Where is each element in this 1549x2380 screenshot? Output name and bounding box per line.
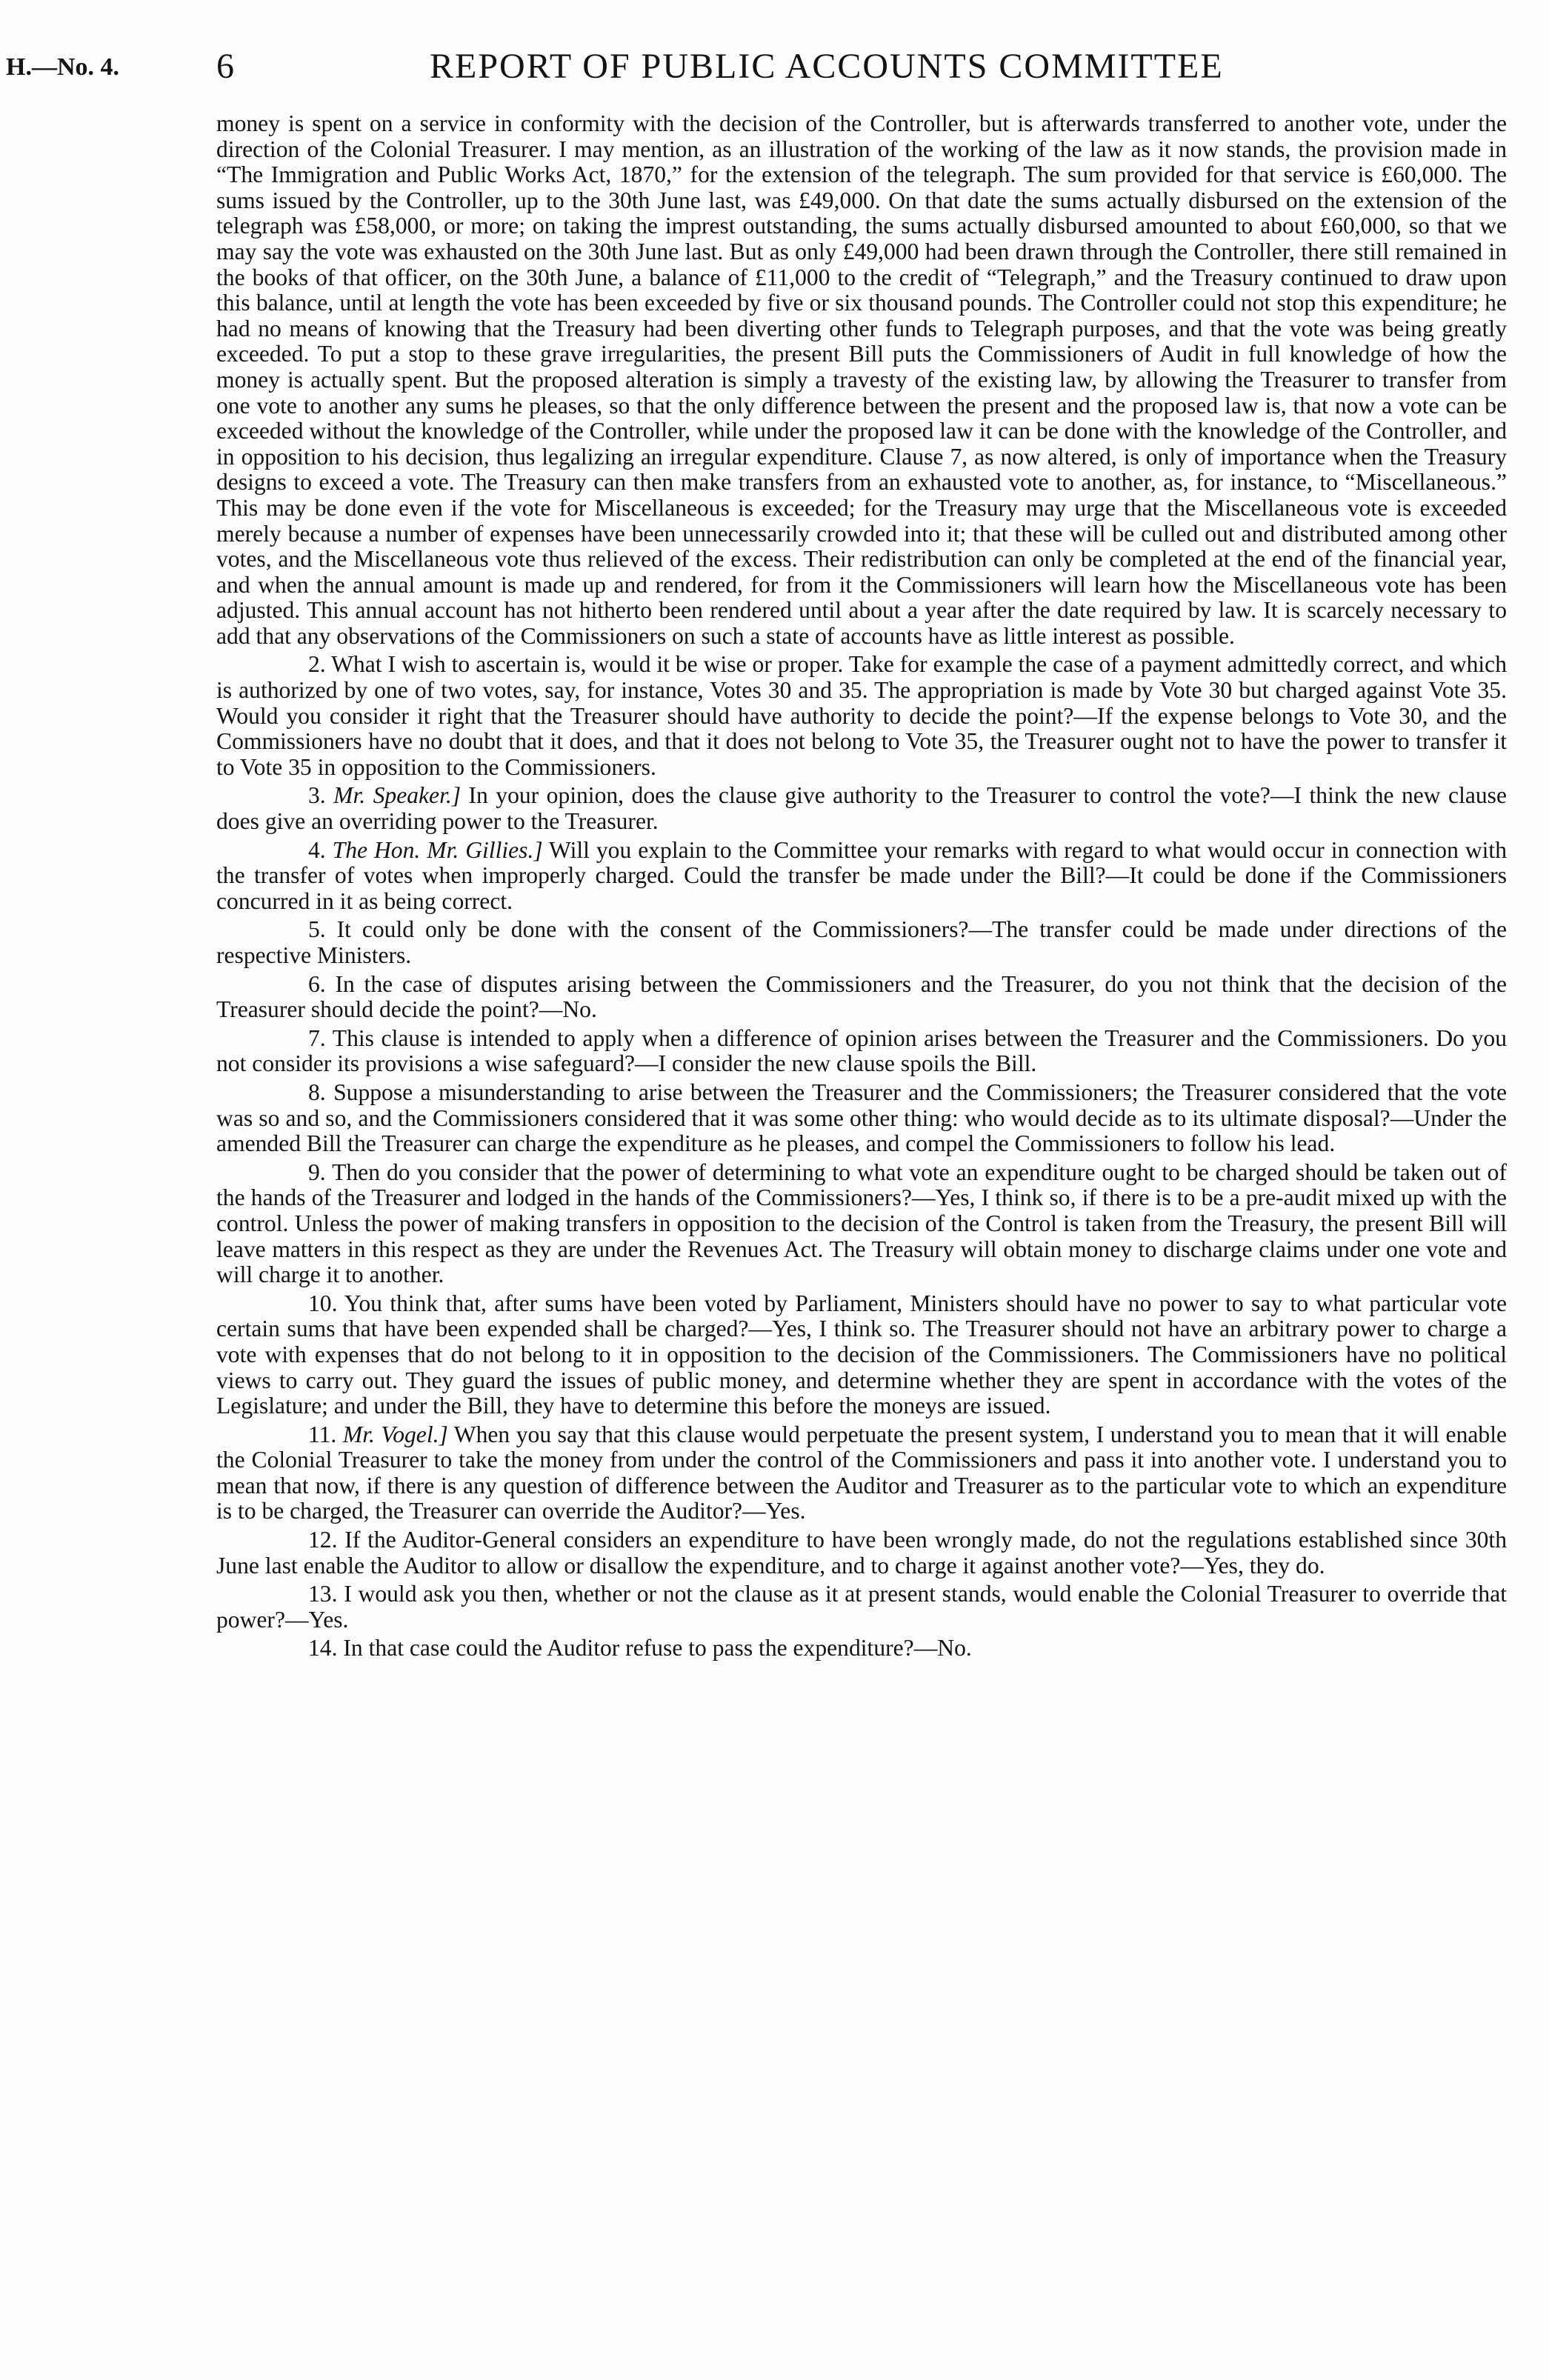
question-text: Will you explain to the Committee your remarks with regard to what would occur in connection with the transfer of votes when improperly charged. Could the transfer be made under the Bill?—It could be done if the Commissioners concurred in it as being correct. xyxy=(216,836,1508,914)
question-text: This clause is intended to apply when a difference of opinion arises between the Treasurer and the Commissioners. Do you not consider its provisions a wise safeguard?—I consider the new clause spoils the Bill. xyxy=(216,1024,1507,1077)
speaker-name: Mr. Vogel.] xyxy=(342,1421,448,1447)
question-number: 4. xyxy=(308,836,326,863)
page-title: REPORT OF PUBLIC ACCOUNTS COMMITTEE xyxy=(430,47,1224,86)
question-text: Then do you consider that the power of determining to what vote an expenditure ought to be charged should be taken out of the hands of the Treasurer and lodged in the hands of the Commissioners?—Yes, I think so, if there is to be a pre-audit mixed up with the control. Unless the power of making transfers in opposition to the decision of the Control is taken from the Treasury, the present Bill will leave matters in this respect as they are under the Revenues Act. The Treasury will obtain money to discharge claims under one vote and will charge it to another. xyxy=(216,1159,1507,1288)
question-number: 6. xyxy=(308,970,326,997)
question-text: It could only be done with the consent of the Commissioners?—The transfer could be made under directions of the respective Ministers. xyxy=(216,916,1507,968)
question-number: 9. xyxy=(308,1159,326,1185)
question-paragraph xyxy=(216,917,1507,968)
question-text: I would ask you then, whether or not the clause as it at present stands, would enable the Colonial Treasurer to override that power?—Yes. xyxy=(216,1581,1507,1633)
question-number: 2. xyxy=(308,651,326,678)
paper-reference: H.—No. 4. xyxy=(6,53,119,81)
question-paragraph xyxy=(216,1291,1507,1419)
question-paragraph xyxy=(216,1080,1507,1157)
question-paragraph xyxy=(216,1636,1507,1661)
question-paragraph xyxy=(216,1422,1507,1524)
question-number: 8. xyxy=(308,1079,326,1105)
question-number: 13. xyxy=(308,1581,338,1607)
question-text: When you say that this clause would perpetuate the present system, I understand you to mean that it will enable the Colonial Treasurer to take the money from under the control of the Commissioners and pass it into another vote. I understand you to mean that now, if there is any question of difference between the Auditor and Treasurer as to the particular vote to which an expenditure is to be charged, the Treasurer can override the Auditor?—Yes. xyxy=(216,1421,1507,1524)
intro-paragraph: money is spent on a service in conformity with the decision of the Controller, but is afterwards transferred to another vote, under the direction of the Colonial Treasurer. I may mention, as an illustration of the working of the law as it now stands, the provision made in “The Immigration and Public Works Act, 1870,” for the extension of the telegraph. The sum provided for that service is £60,000. The sums issued by the Controller, up to the 30th June last, was £49,000. On that date the sums actually disbursed on the extension of the telegraph was £58,000, or more; on taking the imprest outstanding, the sums actually disbursed amounted to about £60,000, so that we may say the vote was exhausted on the 30th June last. But as only £49,000 had been drawn through the Controller, there still remained in the books of that officer, on the 30th June, a balance of £11,000 to the credit of “Telegraph,” and the Treasury continued to draw upon this balance, until at length the vote has been exceeded by five or six thousand pounds. The Controller could not stop this expenditure; he had no means of knowing that the Treasury had been diverting other funds to Telegraph purposes, and that the vote was being greatly exceeded. To put a stop to these grave irregularities, the present Bill puts the Commissioners of Audit in full knowledge of how the money is actually spent. But the proposed alteration is simply a travesty of the existing law, by allowing the Treasurer to transfer from one vote to another any sums he pleases, so that the only difference between the present and the proposed law is, that now a vote can be exceeded without the knowledge of the Controller, while under the proposed law it can be done with the knowledge of the Controller, and in opposition to his decision, thus legalizing an irregular expenditure. Clause 7, as now altered, is only of importance when the Treasury designs to exceed a vote. The Treasury can then make transfers from an exhausted vote to another, as, for instance, to “Miscellaneous.” This may be done even if the vote for Miscellaneous is exceeded; for the Treasury may urge that the Miscellaneous vote is exceeded merely because a number of expenses have been unnecessarily crowded into it; that these will be culled out and distributed among other votes, and the Miscellaneous vote thus relieved of the excess. Their redistribution can only be completed at the end of the financial year, and when the annual amount is made up and rendered, for from it the Commissioners will learn how the Miscellaneous vote has been adjusted. This annual account has not hitherto been rendered until about a year after the date required by law. It is scarcely necessary to add that any observations of the Commissioners on such a state of accounts have as little interest as possible. xyxy=(216,110,1507,649)
question-number: 7. xyxy=(308,1024,326,1051)
question-number: 5. xyxy=(308,916,326,943)
page-header xyxy=(0,43,1549,95)
question-number: 14. xyxy=(308,1635,338,1661)
question-text: What I wish to ascertain is, would it be wise or proper. Take for example the case of a payment admittedly correct, and which is authorized by one of two votes, say, for instance, Votes 30 and 35. The appropriation is made by Vote 30 but charged against Vote 35. Would you consider it right that the Treasurer should have authority to decide the point?—If the expense belongs to Vote 30, and the Commissioners have no doubt that it does, and that it does not belong to Vote 35, the Treasurer ought not to have the power to transfer it to Vote 35 in opposition to the Commissioners. xyxy=(216,651,1507,780)
question-number: 10. xyxy=(308,1290,338,1316)
question-paragraph xyxy=(216,972,1507,1023)
question-number: 3. xyxy=(308,782,326,809)
speaker-name: The Hon. Mr. Gillies.] xyxy=(332,836,543,863)
question-paragraph xyxy=(216,1581,1507,1633)
question-text: Suppose a misunderstanding to arise between the Treasurer and the Commissioners; the Treasurer considered that the vote was so and so, and the Commissioners considered that it was some other thing: who would decide as to its ultimate disposal?—Under the amended Bill the Treasurer can charge the expenditure as he pleases, and compel the Commissioners to follow his lead. xyxy=(216,1079,1507,1157)
question-text: In your opinion, does the clause give authority to the Treasurer to control the vote?—I think the new clause does give an overriding power to the Treasurer. xyxy=(216,782,1507,835)
question-paragraph xyxy=(216,1160,1507,1288)
question-text: You think that, after sums have been voted by Parliament, Ministers should have no power to say to what particular vote certain sums that have been expended shall be charged?—Yes, I think so. The Treasurer should not have an arbitrary power to charge a vote with expenses that do not belong to it in opposition to the decision of the Commissioners. The Commissioners have no political views to carry out. They guard the issues of public money, and determine whether they are spent in accordance with the votes of the Legislature; and under the Bill, they have to determine this before the moneys are issued. xyxy=(216,1290,1507,1419)
question-paragraph xyxy=(216,838,1507,915)
question-number: 11. xyxy=(308,1421,337,1447)
body-text xyxy=(216,111,1507,1661)
question-paragraph xyxy=(216,1527,1507,1579)
question-text: In that case could the Auditor refuse to pass the expenditure?—No. xyxy=(343,1635,972,1661)
speaker-name: Mr. Speaker.] xyxy=(333,782,462,809)
question-paragraph xyxy=(216,783,1507,834)
page-number: 6 xyxy=(216,47,234,86)
question-text: In the case of disputes arising between the Commissioners and the Treasurer, do you not think that the decision of the Treasurer should decide the point?—No. xyxy=(216,970,1507,1023)
question-list xyxy=(216,652,1507,1661)
question-paragraph xyxy=(216,1026,1507,1077)
question-text: If the Auditor-General considers an expenditure to have been wrongly made, do not the regulations established since 30th June last enable the Auditor to allow or disallow the expenditure, and to charge it against another vote?—Yes, they do. xyxy=(216,1527,1507,1579)
question-paragraph xyxy=(216,652,1507,780)
question-number: 12. xyxy=(308,1527,338,1553)
